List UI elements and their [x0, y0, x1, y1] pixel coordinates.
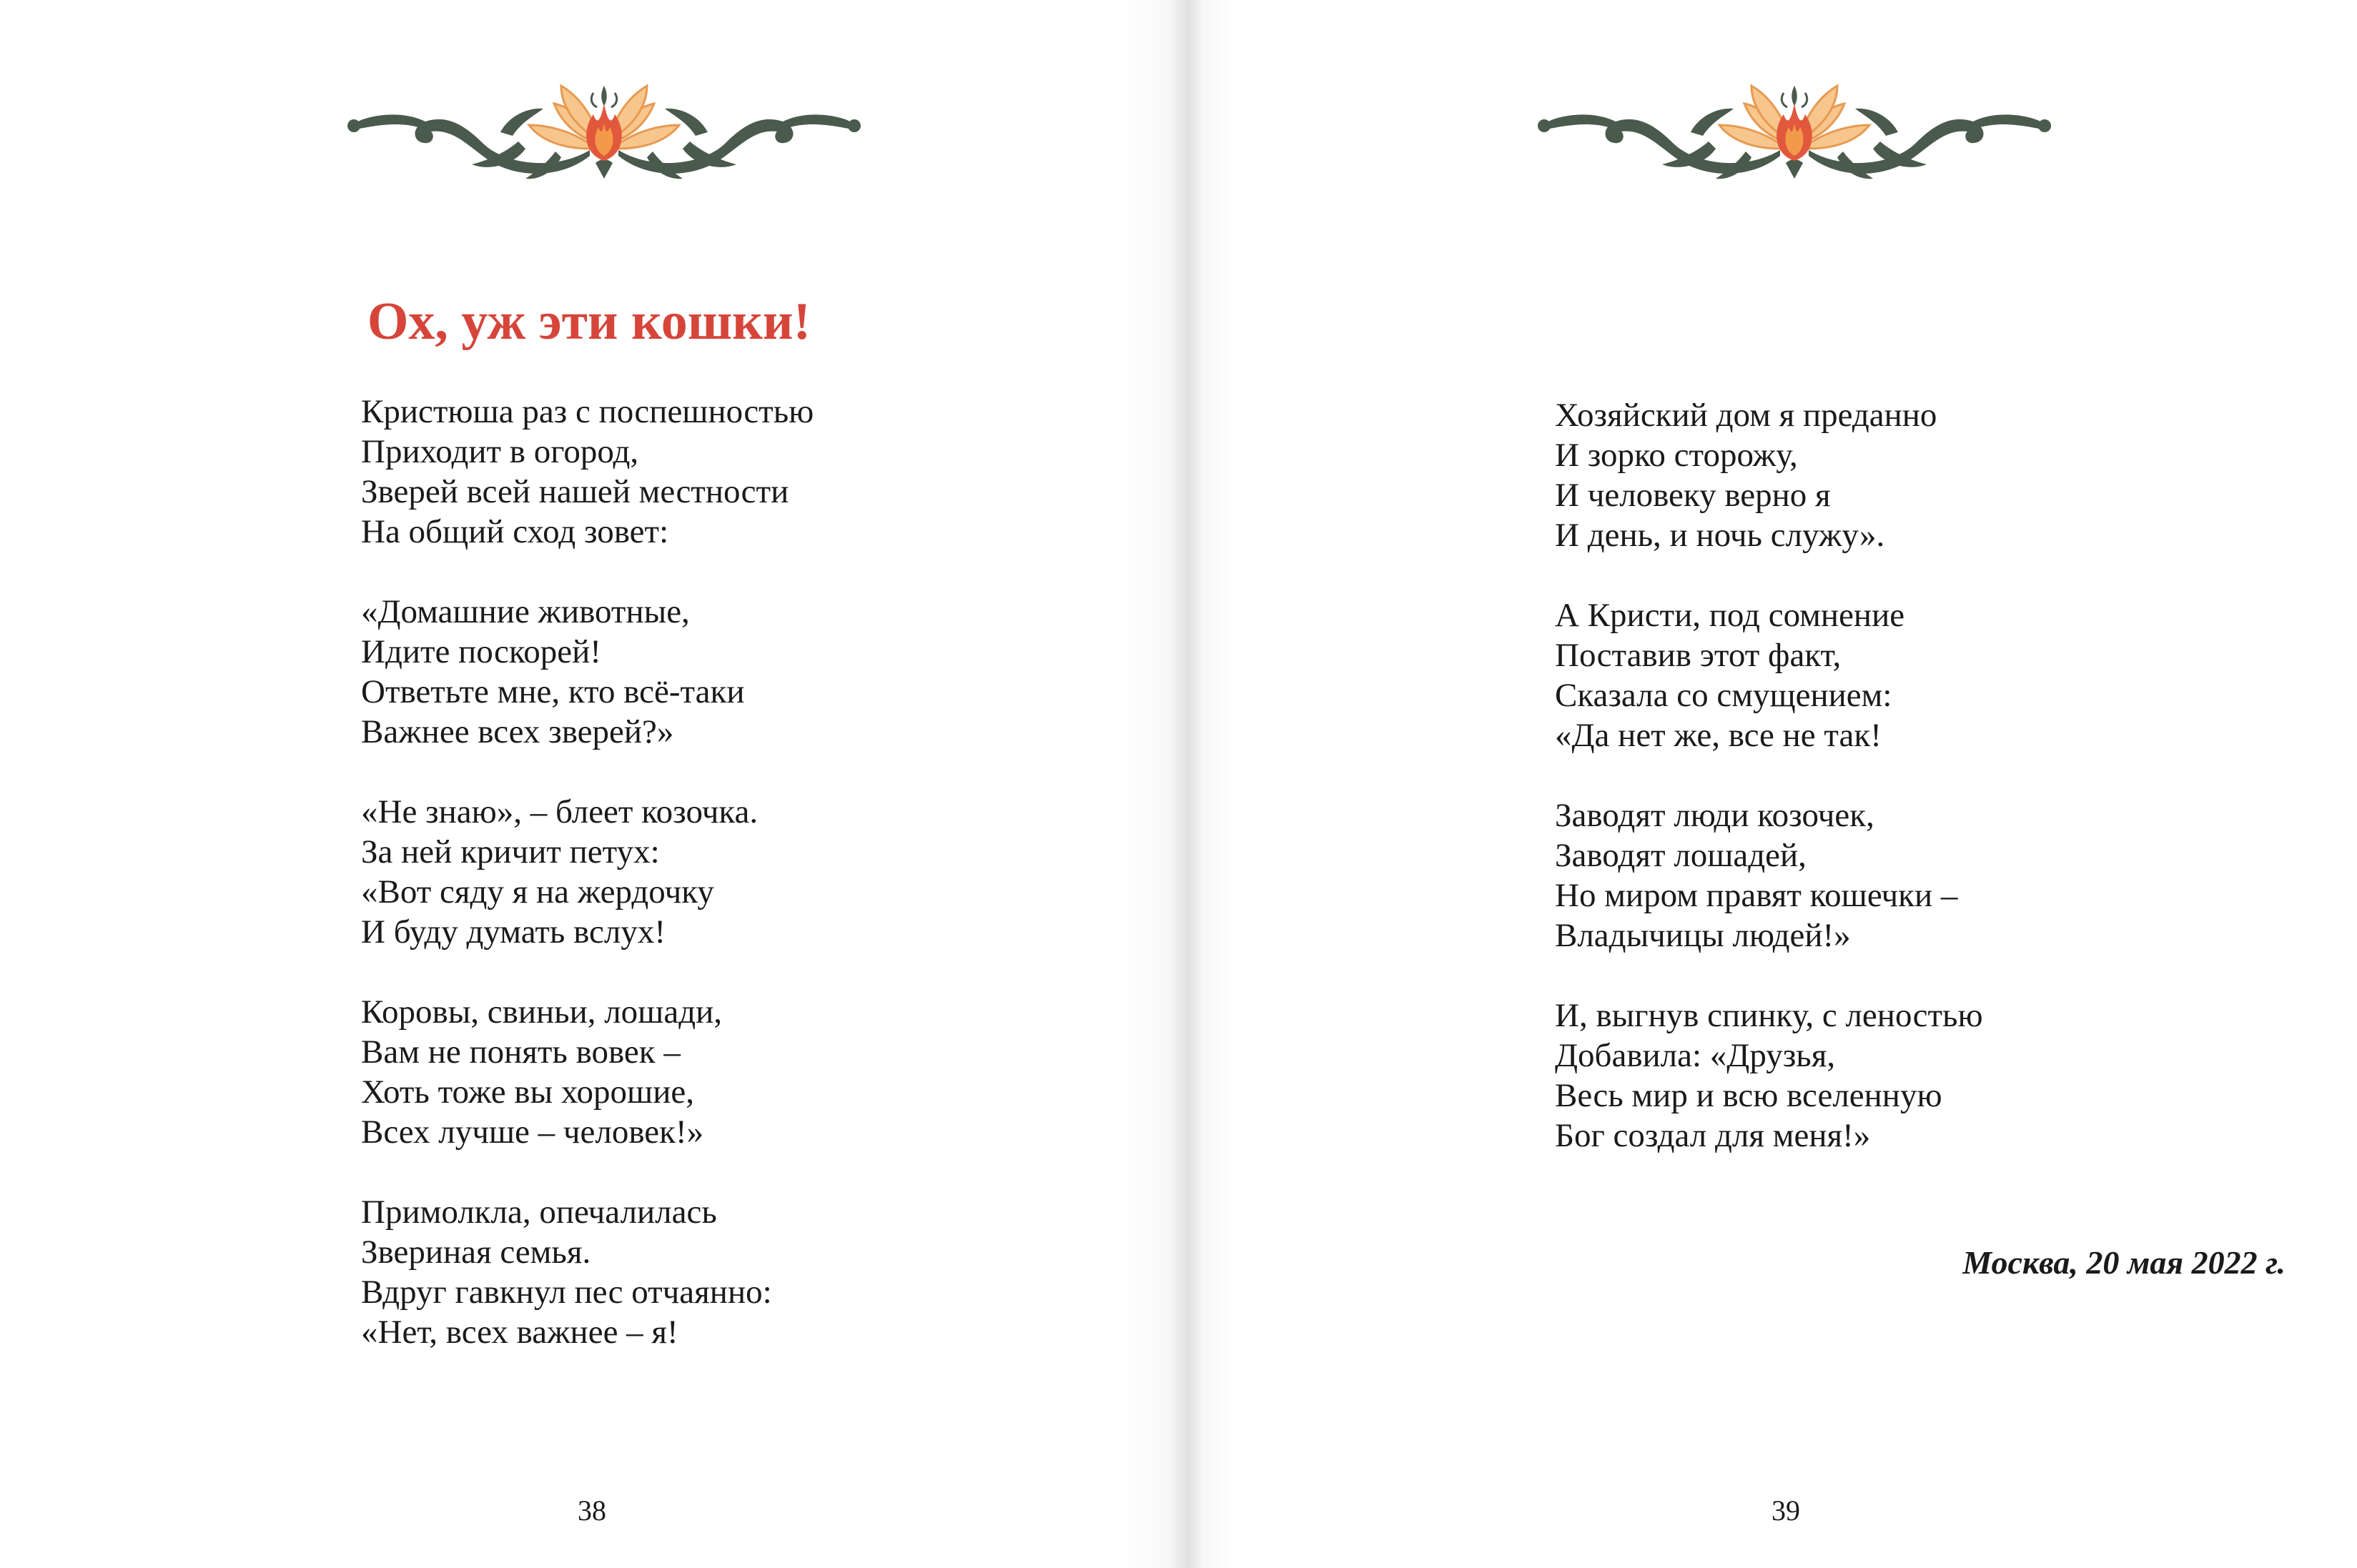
- poem-line: Хоть тоже вы хорошие,: [361, 1073, 694, 1111]
- poem-line: Поставив этот факт,: [1555, 637, 1842, 674]
- poem-line: Ответьте мне, кто всё-таки: [361, 673, 745, 710]
- poem-line: И буду думать вслух!: [361, 913, 666, 951]
- stanza: [361, 992, 1076, 1152]
- poem-line: Бог создал для меня!»: [1555, 1117, 1871, 1154]
- poem-line: И день, и ночь служу».: [1555, 517, 1885, 554]
- poem-line: «Не знаю», – блеет козочка.: [361, 793, 759, 830]
- poem-line: Владычицы людей!»: [1555, 917, 1851, 954]
- stanza: [361, 792, 1076, 952]
- poem-line: Всех лучше – человек!»: [361, 1113, 704, 1151]
- poem-line: Добавила: «Друзья,: [1555, 1037, 1836, 1074]
- poem-title: Ох, уж эти кошки!: [367, 292, 811, 351]
- poem-line: И зорко сторожу,: [1555, 437, 1798, 474]
- poem-line: Вдруг гавкнул пес отчаянно:: [361, 1274, 772, 1311]
- stanza: [361, 1192, 1076, 1352]
- poem-line: «Домашние животные,: [361, 593, 690, 630]
- poem-line: Заводят люди козочек,: [1555, 797, 1874, 834]
- poem-line: Звериная семья.: [361, 1234, 591, 1271]
- poem-line: Зверей всей нашей местности: [361, 473, 789, 510]
- poem-line: Вам не понять вовек –: [361, 1033, 681, 1071]
- poem-line: А Кристи, под сомнение: [1555, 597, 1905, 634]
- poem-line: Заводят лошадей,: [1555, 837, 1807, 874]
- place-date-signature: Москва, 20 мая 2022 г.: [1962, 1244, 2286, 1281]
- poem-right-text: [1555, 395, 2270, 1156]
- poem-line: И, выгнув спинку, с леностью: [1555, 997, 1983, 1034]
- poem-left-text: [361, 392, 1076, 1352]
- stanza: [1555, 595, 2270, 755]
- poem-line: На общий сход зовет:: [361, 513, 669, 550]
- poem-line: Приходит в огород,: [361, 433, 639, 470]
- poem-line: Но миром правят кошечки –: [1555, 877, 1958, 914]
- poem-line: Важнее всех зверей?»: [361, 713, 674, 750]
- poem-line: «Вот сяду я на жердочку: [361, 873, 714, 910]
- page-number-right: 39: [1772, 1494, 1800, 1527]
- stanza: [361, 392, 1076, 552]
- poem-line: Коровы, свиньи, лошади,: [361, 993, 723, 1031]
- poem-line: «Да нет же, все не так!: [1555, 717, 1882, 754]
- poem-line: «Нет, всех важнее – я!: [361, 1314, 678, 1351]
- floral-ornament-icon: [1537, 64, 2052, 186]
- left-page: [0, 0, 1178, 1568]
- poem-line: И человеку верно я: [1555, 477, 1831, 514]
- stanza: [1555, 795, 2270, 956]
- page-number-left: 38: [578, 1494, 606, 1527]
- stanza: [361, 592, 1076, 752]
- stanza: [1555, 996, 2270, 1156]
- stanza: [1555, 395, 2270, 555]
- poem-line: Сказала со смущением:: [1555, 677, 1892, 714]
- poem-line: Хозяйский дом я преданно: [1555, 397, 1937, 434]
- floral-ornament-icon: [347, 64, 861, 186]
- poem-line: Весь мир и всю вселенную: [1555, 1077, 1942, 1114]
- poem-line: Кристюша раз с поспешностью: [361, 393, 814, 430]
- poem-line: Примолкла, опечалилась: [361, 1194, 717, 1231]
- poem-line: Идите поскорей!: [361, 633, 601, 670]
- poem-line: За ней кричит петух:: [361, 833, 660, 870]
